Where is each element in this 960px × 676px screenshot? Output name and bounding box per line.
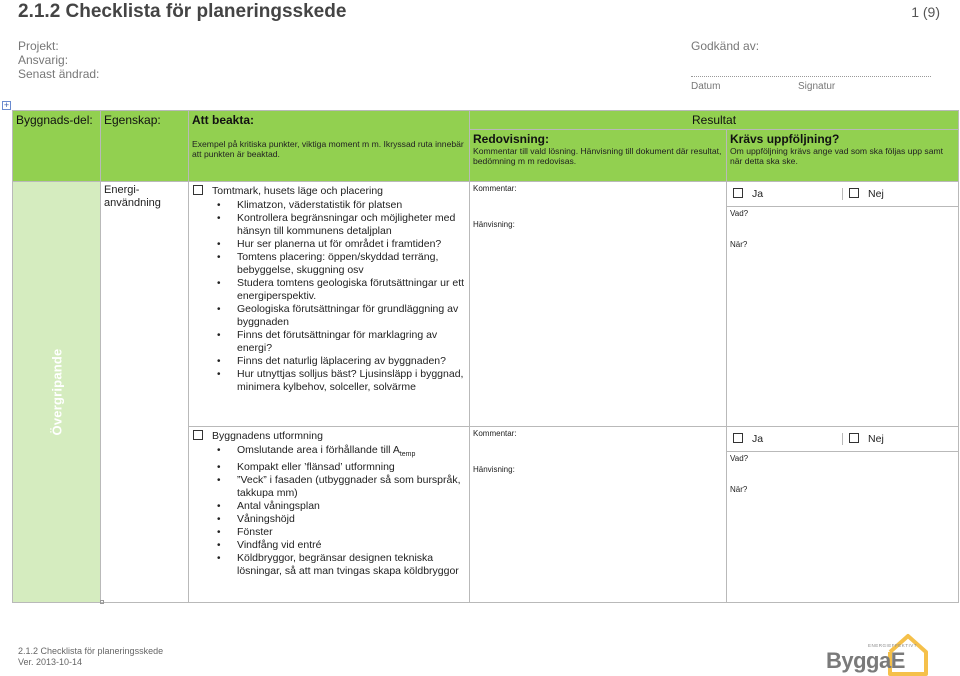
checkbox[interactable]	[849, 188, 859, 198]
uppfoljning-cell-2	[727, 427, 959, 603]
header-uppfoljning	[727, 130, 959, 182]
page-number: 1 (9)	[911, 4, 940, 20]
ja-option[interactable]	[727, 188, 842, 200]
checklist-table	[12, 110, 959, 603]
list-item: • Våningshöjd	[217, 513, 465, 526]
beakta-cell-2	[189, 427, 470, 603]
egenskap-cell: Energi-användning	[101, 182, 189, 603]
header-byggnadsdel: Byggnads-del:	[13, 111, 101, 182]
nej-option[interactable]	[842, 433, 958, 445]
uppfoljning-note: Om uppföljning krävs ange vad som ska följas upp samt när detta ska ske.	[730, 146, 944, 166]
nar-label: När?	[730, 485, 748, 494]
checkbox[interactable]	[733, 433, 743, 443]
ja-option[interactable]	[727, 433, 842, 445]
hanvisning-label: Hänvisning:	[473, 465, 515, 474]
checkbox[interactable]	[733, 188, 743, 198]
header-att-beakta	[189, 111, 470, 182]
redovisning-title: Redovisning:	[473, 132, 550, 146]
footer	[18, 646, 163, 668]
list-item: • Kontrollera begränsningar och möjligheter med hänsyn till kommunens detaljplan	[217, 212, 465, 238]
checkbox[interactable]	[193, 430, 203, 440]
beakta-list-1	[193, 199, 465, 394]
approved-by-label: Godkänd av:	[691, 39, 760, 53]
nar-label: När?	[730, 240, 748, 249]
vad-nar-field[interactable]	[727, 452, 958, 497]
vad-nar-field[interactable]	[727, 207, 958, 252]
nej-label: Nej	[868, 433, 884, 445]
document-meta	[18, 39, 99, 81]
list-item-text: Omslutande area i förhållande till A	[237, 444, 400, 456]
uppfoljning-title: Krävs uppföljning?	[730, 132, 840, 146]
project-label: Projekt:	[18, 39, 59, 53]
logo-tagline: ENERGIEFFEKTIVT	[868, 643, 918, 648]
beakta-list-2	[193, 444, 465, 578]
footer-doc-name: 2.1.2 Checklista för planeringsskede	[18, 646, 164, 656]
att-beakta-note: Exempel på kritiska punkter, viktiga moment m m. Ikryssad ruta innebär att punkten är beaktad.	[192, 139, 464, 159]
list-item: • Antal våningsplan	[217, 500, 465, 513]
list-item: • Finns det förutsättningar för marklagring av energi?	[217, 329, 465, 355]
kommentar-label: Kommentar:	[473, 184, 517, 193]
ja-label: Ja	[752, 433, 764, 445]
list-item: • Finns det naturlig läplacering av byggnaden?	[217, 355, 465, 368]
vad-label: Vad?	[730, 454, 749, 463]
side-label: Övergripande	[49, 348, 64, 436]
vad-label: Vad?	[730, 209, 749, 218]
byggnadsdel-cell	[13, 182, 101, 603]
page-title: 2.1.2 Checklista för planeringsskede	[18, 1, 347, 22]
beakta-cell-1	[189, 182, 470, 427]
header-redovisning	[470, 130, 727, 182]
table-move-handle-icon[interactable]: +	[3, 100, 10, 110]
footer-version: Ver. 2013-10-14	[18, 657, 83, 667]
ja-nej-row	[727, 182, 958, 207]
last-changed-label: Senast ändrad:	[18, 67, 100, 81]
redovisning-cell-2[interactable]	[470, 427, 727, 603]
list-item: • Köldbryggor, begränsar designen tekniska lösningar, så att man tvingas skapa köldbryggor	[217, 552, 465, 578]
list-item: • Hur ser planerna ut för området i framtiden?	[217, 238, 465, 251]
ja-nej-row	[727, 427, 958, 452]
nej-label: Nej	[868, 188, 884, 200]
table-resize-handle-icon[interactable]	[100, 600, 104, 604]
header-egenskap: Egenskap:	[101, 111, 189, 182]
temp-subscript: temp	[399, 451, 416, 459]
logo-text: ByggaE	[826, 648, 905, 673]
redovisning-note: Kommentar till vald lösning. Hänvisning till dokument där resultat, bedömning m m redovisas.	[473, 146, 722, 166]
list-item: • Studera tomtens geologiska förutsättningar ur ett energiperspektiv.	[217, 277, 465, 303]
uppfoljning-cell-1	[727, 182, 959, 427]
list-item: • Fönster	[217, 526, 465, 539]
kommentar-label: Kommentar:	[473, 429, 517, 438]
beakta-heading-text: Tomtmark, husets läge och placering	[212, 185, 383, 197]
list-item: • Vindfång vid entré	[217, 539, 465, 552]
beakta-heading-text: Byggnadens utformning	[212, 430, 323, 442]
signature-line	[691, 76, 931, 77]
header-resultat: Resultat	[470, 111, 959, 130]
beakta-heading-1	[193, 185, 465, 198]
list-item: • Tomtens placering: öppen/skyddad terräng, bebyggelse, skuggning osv	[217, 251, 465, 277]
responsible-label: Ansvarig:	[18, 53, 69, 67]
signature-label: Signatur	[798, 81, 836, 92]
checkbox[interactable]	[849, 433, 859, 443]
list-item: • Klimatzon, väderstatistik för platsen	[217, 199, 465, 212]
att-beakta-title: Att beakta:	[192, 113, 255, 127]
redovisning-cell-1[interactable]	[470, 182, 727, 427]
list-item: • Hur utnyttjas solljus bäst? Ljusinsläpp i byggnad, minimera kylbehov, solceller, solvärme	[217, 368, 465, 394]
ja-label: Ja	[752, 188, 764, 200]
checkbox[interactable]	[193, 185, 203, 195]
byggae-logo	[826, 632, 930, 676]
list-item: • Kompakt eller ’flänsad’ utformning	[217, 461, 465, 474]
list-item: • ”Veck” i fasaden (utbyggnader så som burspråk, takkupa mm)	[217, 474, 465, 500]
hanvisning-label: Hänvisning:	[473, 220, 515, 229]
list-item: • Geologiska förutsättningar för grundläggning av byggnaden	[217, 303, 465, 329]
date-label: Datum	[691, 81, 721, 92]
nej-option[interactable]	[842, 188, 958, 200]
beakta-heading-2	[193, 430, 465, 443]
list-item	[217, 444, 465, 461]
